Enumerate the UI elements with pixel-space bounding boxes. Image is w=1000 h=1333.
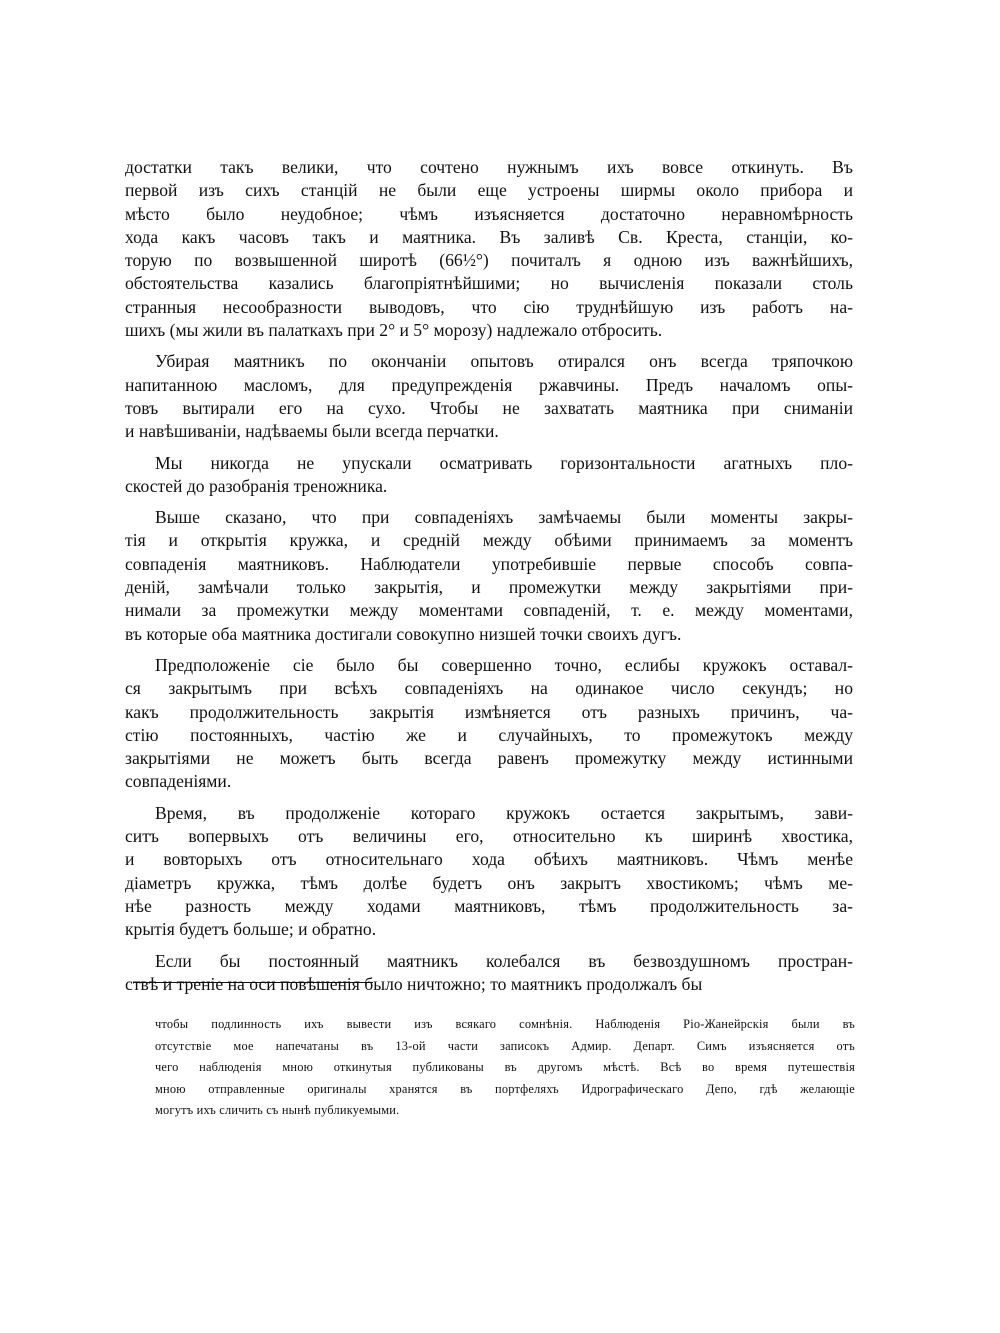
text-line: хода какъ часовъ такъ и маятника. Въ заливѣ Св. Креста, станціи, ко- [125, 226, 853, 247]
text-line: какъ продолжительность закрытія измѣняется отъ разныхъ причинъ, ча- [125, 701, 853, 722]
text-line: Выше сказано, что при совпаденіяхъ замѣчаемы были моменты закры- [155, 507, 853, 528]
text-line: напитанною масломъ, для предупрежденія ржавчины. Предъ началомъ опы- [125, 374, 853, 395]
text-line: мѣсто было неудобное; чѣмъ изъясняется достаточно неравномѣрность [125, 203, 853, 224]
text-line: Мы никогда не упускали осматривать горизонтальности агатныхъ пло- [155, 452, 853, 473]
footnote-line: отсутствіе мое напечатаны въ 13-ой части записокъ Адмир. Департ. Симъ изъясняется отъ [155, 1038, 855, 1053]
text-line: крытія будетъ больше; и обратно. [125, 919, 377, 940]
text-line: нимали за промежутки между моментами совпаденій, т. е. между моментами, [125, 600, 853, 621]
paragraph [125, 802, 853, 942]
paragraph [125, 654, 853, 794]
text-line: діаметръ кружка, тѣмъ долѣе будетъ онъ закрытъ хвостикомъ; чѣмъ ме- [125, 872, 853, 893]
main-text-body [125, 156, 853, 996]
text-line: деній, замѣчали только закрытія, и промежутки между закрытіями при- [125, 577, 853, 598]
text-line: странныя несообразности выводовъ, что сію труднѣйшую изъ работъ на- [125, 296, 853, 317]
footnote-block [155, 1014, 855, 1122]
text-line: нѣе разность между ходами маятниковъ, тѣмъ продолжительность за- [125, 895, 853, 916]
text-line: первой изъ сихъ станцій не были еще устроены ширмы около прибора и [125, 180, 853, 201]
text-line: ствѣ и треніе на оси повѣшенія было ничтожно; то маятникъ продолжалъ бы [125, 973, 703, 994]
text-line: и навѣшиваніи, надѣваемы были всегда перчатки. [125, 421, 499, 442]
footnote-line: мною отправленные оригиналы хранятся въ портфеляхъ Идрографическаго Депо, гдѣ желающіе [155, 1081, 855, 1096]
text-line: ситъ вопервыхъ отъ величины его, относительно къ ширинѣ хвостика, [125, 826, 853, 847]
paragraph [125, 506, 853, 646]
text-line: и вовторыхъ отъ относительнаго хода обѣихъ маятниковъ. Чѣмъ менѣе [125, 849, 853, 870]
text-line: совпаденіями. [125, 771, 232, 792]
text-line: Убирая маятникъ по окончаніи опытовъ отирался онъ всегда тряпочкою [155, 351, 853, 372]
text-line: Если бы постоянный маятникъ колебался въ безвоздушномъ простран- [155, 950, 853, 971]
footnote-line: чего наблюденія мною откинутыя публикованы въ другомъ мѣстѣ. Всѣ во время путешествія [155, 1060, 855, 1075]
paragraph [125, 350, 853, 443]
footnote-divider [133, 982, 373, 983]
text-line: ся закрытымъ при всѣхъ совпаденіяхъ на одинакое число секундъ; но [125, 678, 853, 699]
text-line: товъ вытирали его на сухо. Чтобы не захватать маятника при сниманіи [125, 397, 853, 418]
text-line: обстоятельства казались благопріятнѣйшими; но вычисленія показали столь [125, 273, 853, 294]
text-line: стію постоянныхъ, частію же и случайныхъ, то промежутокъ между [125, 724, 853, 745]
text-line: Время, въ продолженіе котораго кружокъ остается закрытымъ, зави- [155, 802, 853, 823]
paragraph [125, 452, 853, 499]
text-line: совпаденія маятниковъ. Наблюдатели употребившіе первые способъ совпа- [125, 553, 853, 574]
text-line: въ которые оба маятника достигали совокупно низшей точки своихъ дугъ. [125, 623, 682, 644]
text-line: тія и открытія кружка, и средній между обѣими принимаемъ за моментъ [125, 530, 853, 551]
text-line: скостей до разобранія треножника. [125, 475, 388, 496]
text-line: шихъ (мы жили въ палаткахъ при 2° и 5° морозу) надлежало отбросить. [125, 320, 663, 341]
text-line: Предположеніе сіе было бы совершенно точно, еслибы кружокъ оставал- [155, 654, 853, 675]
text-line: торую по возвышенной широтѣ (66½°) почиталъ я одною изъ важнѣйшихъ, [125, 250, 853, 271]
footnote-line: чтобы подлинность ихъ вывести изъ всякаго сомнѣнія. Наблюденія Ріо-Жанейрскія были въ [155, 1017, 855, 1031]
paragraph [125, 950, 853, 997]
text-line: закрытіями не можетъ быть всегда равенъ промежутку между истинными [125, 748, 853, 769]
paragraph [125, 156, 853, 342]
text-line: достатки такъ велики, что сочтено нужнымъ ихъ вовсе откинуть. Въ [125, 157, 853, 177]
footnote-line: могутъ ихъ сличить съ нынѣ публикуемыми. [155, 1103, 400, 1118]
